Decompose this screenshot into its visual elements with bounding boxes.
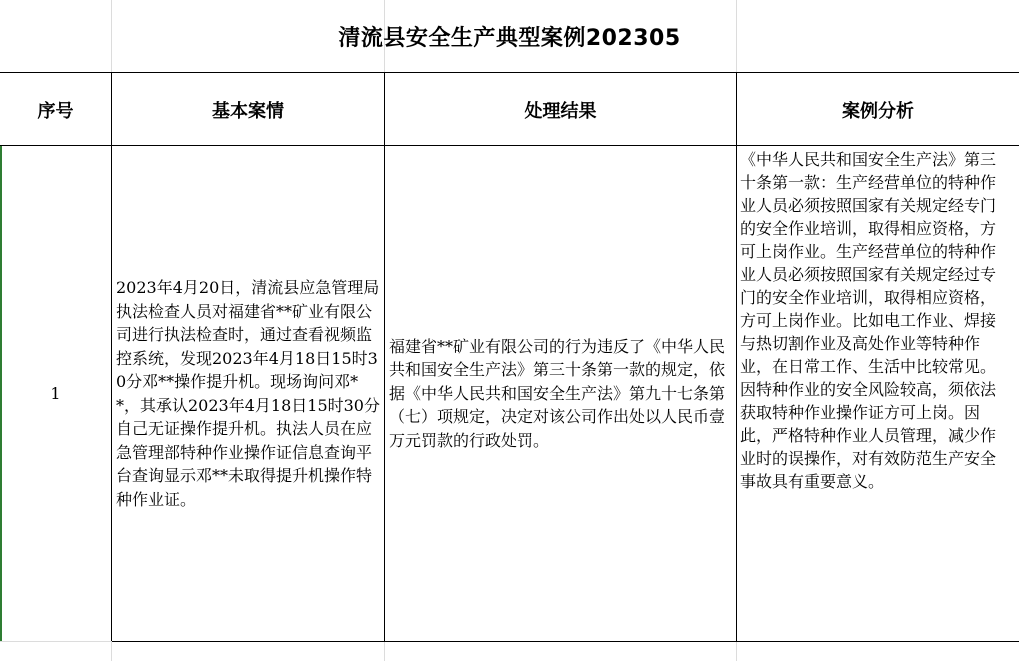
header-basic-case: 基本案情	[212, 100, 284, 122]
result-text: 福建省**矿业有限公司的行为违反了《中华人民共和国安全生产法》第三十条第一款的规定，依据《中华人民共和国安全生产法》第九十七条第（七）项规定，决定对该公司作出处以人民币壹万元罚款的行政处罚。	[389, 336, 726, 450]
table-cell-basic-case[interactable]	[112, 146, 384, 641]
analysis-text: 《中华人民共和国安全生产法》第三十条第一款：生产经营单位的特种作业人员必须按照国家有关规定经专门的安全作业培训，取得相应资格，方可上岗作业。生产经营单位的特种作业人员必须按照国家有关规定经过专门的安全作业培训，取得相应资格，方可上岗作业。比如电工作业、焊接与热切割作业及高处作业等特种作业，在日常工作、生活中比较常见。因特种作业的安全风险较高，须依法获取特种作业操作证方可上岗。因此，严格特种作业人员管理，减少作业时的误操作，对有效防范生产安全事故具有重要意义。	[740, 150, 997, 491]
sheet-title: 清流县安全生产典型案例202305	[338, 26, 681, 51]
table-cell-result[interactable]	[385, 146, 736, 641]
header-seq: 序号	[37, 100, 74, 122]
basic-case-text: 2023年4月20日，清流县应急管理局执法检查人员对福建省**矿业有限公司进行执法检查时，通过查看视频监控系统，发现2023年4月18日15时30分邓**操作提升机。现场询问邓**，其承认2023年4月18日15时30分自己无证操作提升机。执法人员在应急管理部特种作业操作证信息查询平台查询显示邓**未取得提升机操作特种作业证。	[116, 278, 380, 509]
header-analysis: 案例分析	[842, 100, 914, 122]
table-cell-analysis[interactable]	[737, 146, 1004, 641]
header-result: 处理结果	[524, 100, 597, 122]
table-border	[112, 641, 1019, 642]
table-cell-seq[interactable]	[0, 146, 111, 641]
seq-value: 1	[50, 383, 61, 403]
